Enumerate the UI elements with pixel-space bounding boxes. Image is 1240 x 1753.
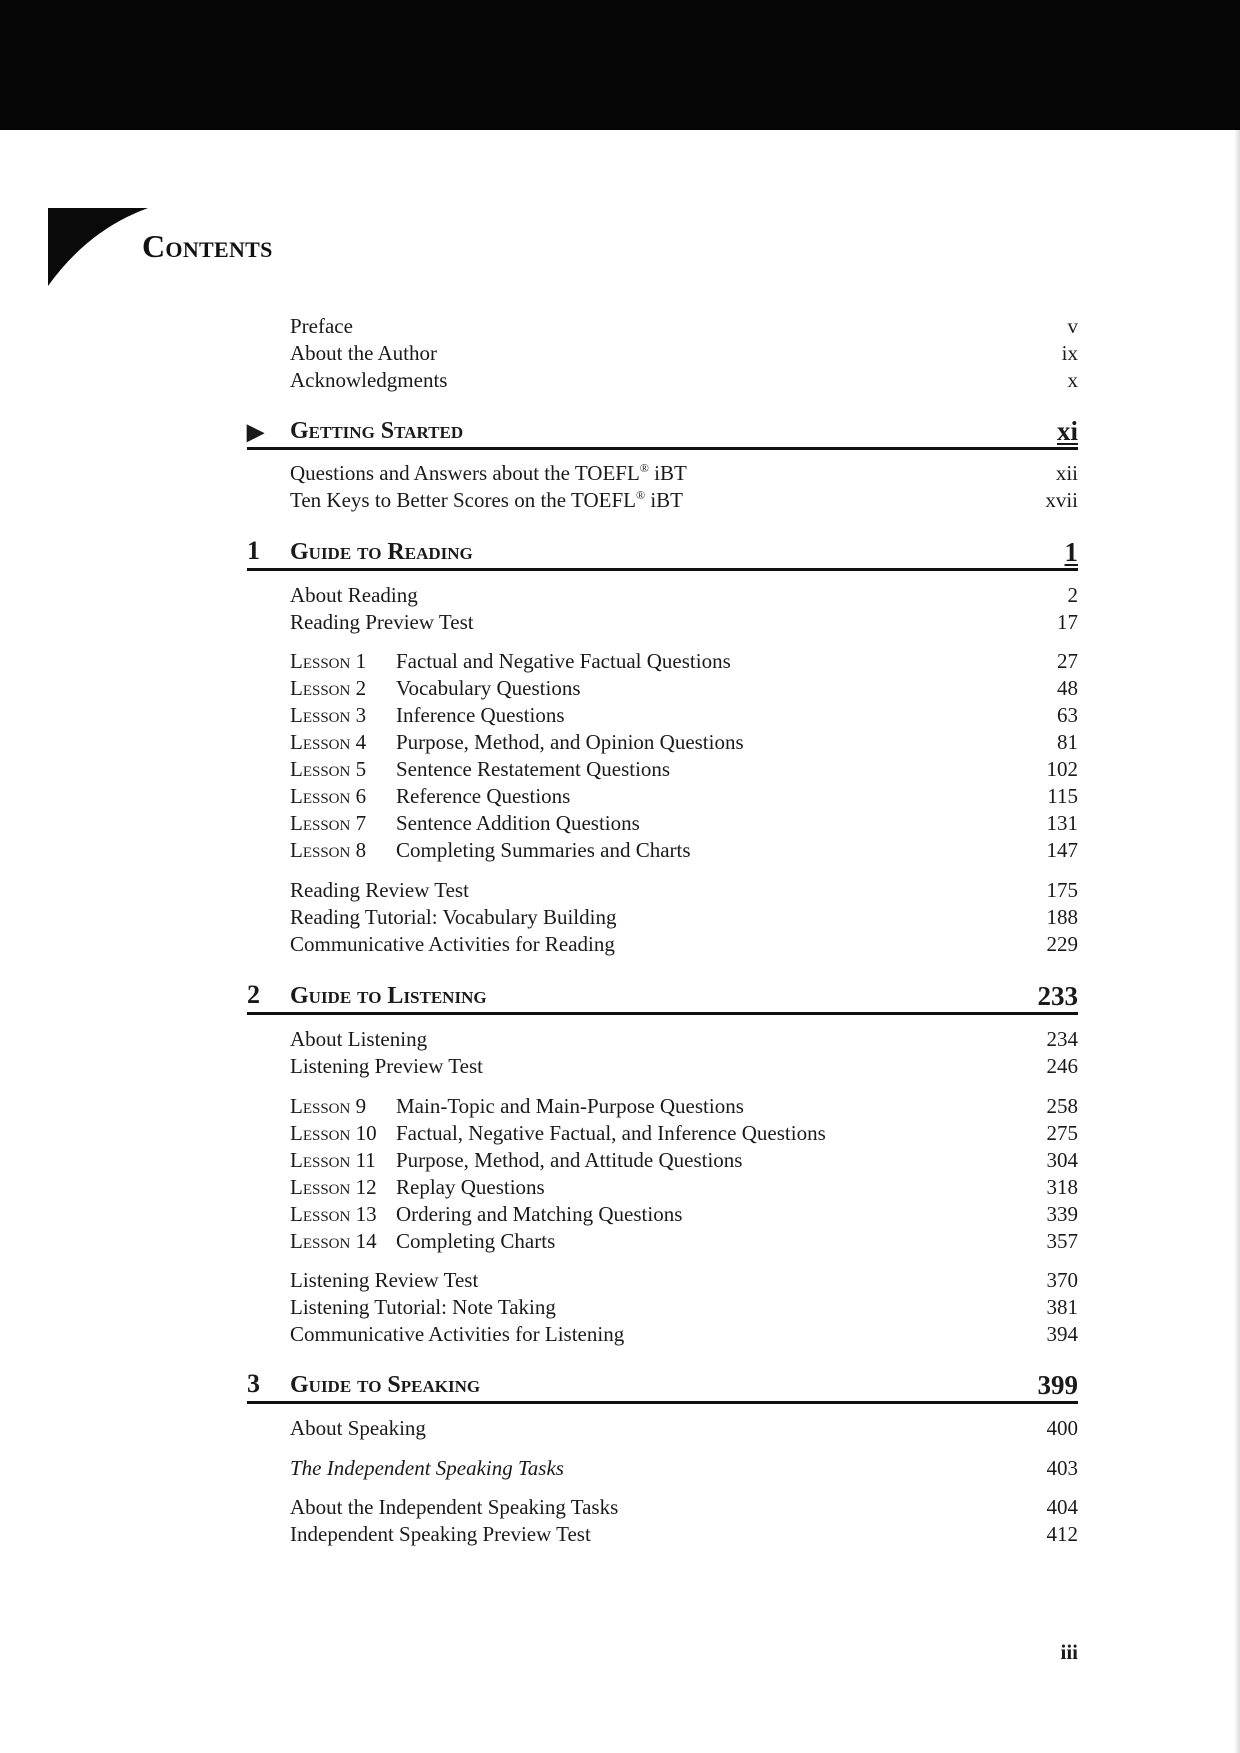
- toc-entry-page: 48: [1057, 676, 1078, 700]
- toc-entry-label: Sentence Restatement Questions: [396, 757, 671, 781]
- toc-entry-label-suffix: iBT: [648, 461, 687, 485]
- toc-entry-page: xii: [1055, 461, 1078, 485]
- toc-entry-label: [290, 460, 687, 487]
- toc-entry-page: 246: [1046, 1054, 1078, 1078]
- toc-entry[interactable]: [290, 1026, 1078, 1053]
- toc-entry[interactable]: [290, 1267, 1078, 1294]
- toc-entry-page: 381: [1046, 1295, 1078, 1319]
- toc-entry-label: Preface: [290, 314, 353, 338]
- toc-entry-page: 275: [1046, 1121, 1078, 1145]
- registered-mark: ®: [635, 488, 646, 502]
- lesson-tag: Lesson 3: [290, 703, 367, 727]
- toc-entry-page: 404: [1046, 1495, 1078, 1519]
- toc-entry-label: Factual and Negative Factual Questions: [396, 649, 731, 673]
- toc-entry-label: Purpose, Method, and Attitude Questions: [396, 1148, 743, 1172]
- toc-entry-label: Replay Questions: [396, 1175, 545, 1199]
- toc-entry-label-text: Ten Keys to Better Scores on the TOEFL: [290, 488, 636, 512]
- toc-entry-label: Listening Preview Test: [290, 1054, 483, 1078]
- lesson-tag: Lesson 11: [290, 1148, 376, 1172]
- toc-entry-page: 175: [1046, 878, 1078, 902]
- play-arrow-icon: ▶: [247, 419, 264, 444]
- toc-lesson-entry[interactable]: [290, 756, 1078, 783]
- lesson-tag: Lesson 1: [290, 649, 367, 673]
- toc-entry-page: 63: [1057, 703, 1078, 727]
- toc-entry-label: Main-Topic and Main-Purpose Questions: [396, 1094, 744, 1118]
- toc-entry-page: v: [1067, 314, 1078, 338]
- section-title: Guide to Speaking: [290, 1372, 481, 1398]
- toc-entry-label: Factual, Negative Factual, and Inference Questions: [396, 1121, 826, 1145]
- toc-entry-label: Communicative Activities for Listening: [290, 1322, 625, 1346]
- toc-lesson-entry[interactable]: [290, 729, 1078, 756]
- lesson-tag: Lesson 5: [290, 757, 367, 781]
- toc-entry-page: x: [1067, 368, 1078, 392]
- toc-entry[interactable]: [290, 460, 1078, 487]
- toc-entry-label: Ordering and Matching Questions: [396, 1202, 683, 1226]
- toc-entry-page: 131: [1046, 811, 1078, 835]
- toc-lesson-entry[interactable]: [290, 1201, 1078, 1228]
- toc-subsection-entry[interactable]: [290, 1455, 1078, 1482]
- toc-entry[interactable]: [290, 877, 1078, 904]
- page-title: Contents: [142, 228, 273, 264]
- toc-entry-page: 188: [1046, 905, 1078, 929]
- toc-entry-page: 2: [1067, 583, 1078, 607]
- toc-lesson-entry[interactable]: [290, 702, 1078, 729]
- section-number: 1: [247, 536, 260, 565]
- toc-lesson-entry[interactable]: [290, 810, 1078, 837]
- toc-entry-label: Reading Review Test: [290, 878, 469, 902]
- toc-entry-label: Reference Questions: [396, 784, 571, 808]
- scan-page-edge: [1234, 130, 1240, 1753]
- toc-entry-label: Sentence Addition Questions: [396, 811, 640, 835]
- toc-lesson-entry[interactable]: [290, 1174, 1078, 1201]
- section-number: 3: [247, 1369, 260, 1398]
- lesson-tag: Lesson 6: [290, 784, 367, 808]
- section-number: 2: [247, 980, 260, 1009]
- toc-entry-label: Listening Review Test: [290, 1268, 479, 1292]
- toc-entry-label: About the Author: [290, 341, 437, 365]
- toc-entry[interactable]: [290, 609, 1078, 636]
- toc-entry-label: Independent Speaking Preview Test: [290, 1522, 591, 1546]
- toc-entry-page: 318: [1046, 1175, 1078, 1199]
- toc-lesson-entry[interactable]: [290, 1120, 1078, 1147]
- toc-entry[interactable]: [290, 1294, 1078, 1321]
- toc-entry-about-author[interactable]: [290, 340, 1078, 367]
- toc-lesson-entry[interactable]: [290, 1093, 1078, 1120]
- toc-entry-label: Completing Summaries and Charts: [396, 838, 691, 862]
- lesson-tag: Lesson 7: [290, 811, 367, 835]
- toc-entry[interactable]: [290, 1053, 1078, 1080]
- toc-entry[interactable]: [290, 1415, 1078, 1442]
- toc-entry-page: 339: [1046, 1202, 1078, 1226]
- toc-entry-page: 115: [1047, 784, 1078, 808]
- toc-entry-page: 304: [1046, 1148, 1078, 1172]
- toc-entry-label: Reading Tutorial: Vocabulary Building: [290, 905, 617, 929]
- toc-entry[interactable]: [290, 1321, 1078, 1348]
- toc-entry[interactable]: [290, 904, 1078, 931]
- section-heading-reading[interactable]: [247, 534, 1078, 571]
- lesson-tag: Lesson 14: [290, 1229, 377, 1253]
- section-heading-listening[interactable]: [247, 978, 1078, 1015]
- corner-wedge-icon: [48, 208, 148, 286]
- section-page: xi: [1056, 416, 1078, 446]
- toc-entry-label: Vocabulary Questions: [396, 676, 581, 700]
- toc-entry-page: 81: [1057, 730, 1078, 754]
- section-page: 399: [1037, 1370, 1078, 1400]
- lesson-tag: Lesson 8: [290, 838, 367, 862]
- toc-entry-page: 17: [1057, 610, 1078, 634]
- section-title: Getting Started: [290, 418, 464, 444]
- toc-entry-page: 27: [1057, 649, 1078, 673]
- toc-entry-label: Reading Preview Test: [290, 610, 474, 634]
- lesson-tag: Lesson 9: [290, 1094, 367, 1118]
- section-heading-getting-started[interactable]: [247, 413, 1078, 450]
- toc-entry-page: 234: [1046, 1027, 1078, 1051]
- toc-entry[interactable]: [290, 1521, 1078, 1548]
- toc-entry-page: 412: [1046, 1522, 1078, 1546]
- toc-entry-page: ix: [1061, 341, 1078, 365]
- section-title: Guide to Listening: [290, 983, 487, 1009]
- toc-entry-label: Completing Charts: [396, 1229, 556, 1253]
- toc-entry-page: xvii: [1045, 488, 1078, 512]
- toc-entry[interactable]: [290, 1494, 1078, 1521]
- toc-entry-page: 357: [1046, 1229, 1078, 1253]
- toc-entry-page: 258: [1046, 1094, 1078, 1118]
- toc-entry-page: 229: [1046, 932, 1078, 956]
- toc-lesson-entry[interactable]: [290, 1228, 1078, 1255]
- toc-entry-label: Purpose, Method, and Opinion Questions: [396, 730, 744, 754]
- toc-entry-page: 394: [1046, 1322, 1078, 1346]
- toc-entry-label: About Listening: [290, 1027, 428, 1051]
- lesson-tag: Lesson 10: [290, 1121, 377, 1145]
- toc-entry-label-suffix: iBT: [645, 488, 683, 512]
- toc-entry-label: About Speaking: [290, 1416, 426, 1440]
- registered-mark: ®: [639, 461, 649, 475]
- toc-lesson-entry[interactable]: [290, 648, 1078, 675]
- toc-entry-label: Listening Tutorial: Note Taking: [290, 1295, 556, 1319]
- toc-entry-page: 102: [1046, 757, 1078, 781]
- lesson-tag: Lesson 4: [290, 730, 367, 754]
- toc-entry-label: Inference Questions: [396, 703, 565, 727]
- toc-entry-acknowledgments[interactable]: [290, 367, 1078, 394]
- toc-entry[interactable]: [290, 931, 1078, 958]
- toc-entry-page: 147: [1046, 838, 1078, 862]
- toc-entry[interactable]: [290, 582, 1078, 609]
- toc-entry-label: The Independent Speaking Tasks: [290, 1456, 564, 1480]
- toc-lesson-entry[interactable]: [290, 675, 1078, 702]
- toc-lesson-entry[interactable]: [290, 1147, 1078, 1174]
- section-page: 233: [1037, 981, 1078, 1011]
- scan-top-band: [0, 0, 1240, 130]
- toc-entry-page: 400: [1046, 1416, 1078, 1440]
- toc-entry-label: Communicative Activities for Reading: [290, 932, 615, 956]
- toc-entry[interactable]: [290, 487, 1078, 514]
- toc-entry-page: 370: [1046, 1268, 1078, 1292]
- toc-lesson-entry[interactable]: [290, 783, 1078, 810]
- toc-lesson-entry[interactable]: [290, 837, 1078, 864]
- toc-entry-label-text: Questions and Answers about the TOEFL: [290, 461, 640, 485]
- toc-entry-label: About Reading: [290, 583, 418, 607]
- page-number: iii: [1060, 1640, 1078, 1664]
- toc-entry-label: About the Independent Speaking Tasks: [290, 1495, 619, 1519]
- section-title: Guide to Reading: [290, 539, 473, 565]
- lesson-tag: Lesson 13: [290, 1202, 377, 1226]
- toc-entry-label: [290, 487, 683, 514]
- section-heading-speaking[interactable]: [247, 1367, 1078, 1404]
- lesson-tag: Lesson 2: [290, 676, 367, 700]
- toc-entry-preface[interactable]: [290, 313, 1078, 340]
- toc-entry-label: Acknowledgments: [290, 368, 448, 392]
- section-page: 1: [1064, 537, 1078, 567]
- toc-entry-page: 403: [1046, 1456, 1078, 1480]
- lesson-tag: Lesson 12: [290, 1175, 377, 1199]
